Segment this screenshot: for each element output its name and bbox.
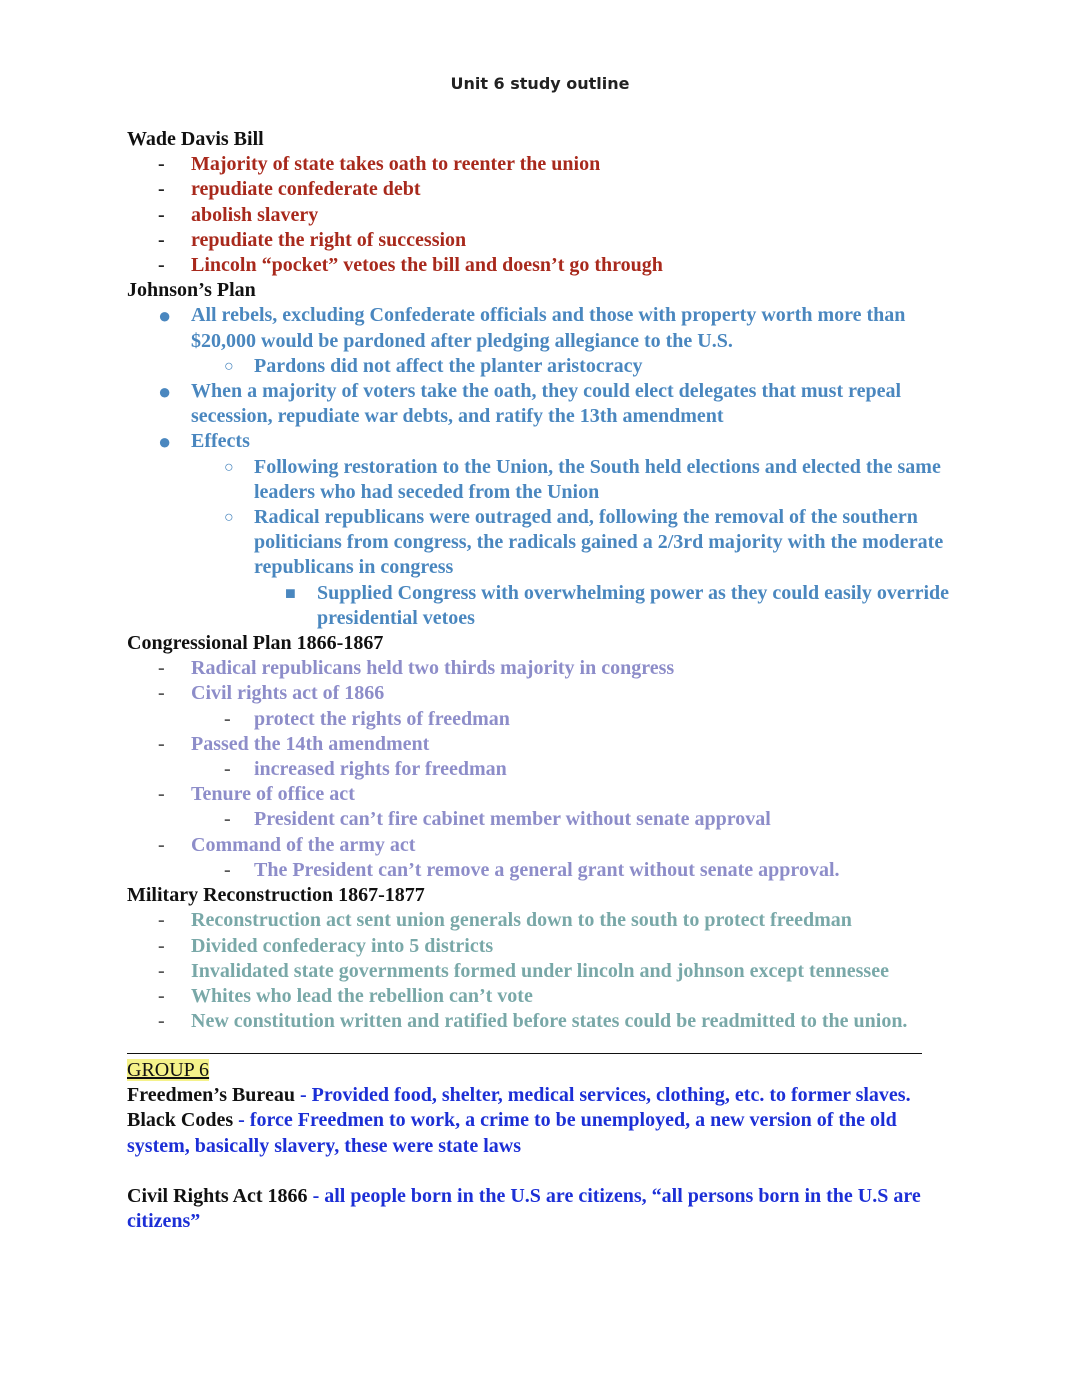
dash-marker: - xyxy=(158,203,165,226)
list-item-text: Majority of state takes oath to reenter the union xyxy=(191,153,601,176)
definition-term: Civil Rights Act 1866 xyxy=(127,1184,308,1207)
list-item xyxy=(127,581,957,631)
definition-entry xyxy=(127,1083,947,1108)
list-item xyxy=(127,505,957,581)
dash-marker: - xyxy=(224,808,231,831)
dash-marker: - xyxy=(158,984,165,1007)
definition-entry xyxy=(127,1108,947,1158)
list-item-text: Lincoln “pocket” vetoes the bill and doesn’t go through xyxy=(191,254,663,277)
list-item-text: Civil rights act of 1866 xyxy=(191,682,385,705)
list-item xyxy=(127,858,957,883)
list-item xyxy=(127,984,957,1009)
dash-marker: - xyxy=(158,228,165,251)
list-item-text: Radical republicans held two thirds majority in congress xyxy=(191,657,675,680)
dash-marker: - xyxy=(158,934,165,957)
document-title: Unit 6 study outline xyxy=(450,74,630,93)
list-item xyxy=(127,833,957,858)
dash-marker: - xyxy=(224,858,231,881)
list-item-text: Pardons did not affect the planter aristocracy xyxy=(254,354,643,377)
list-item xyxy=(127,152,957,177)
list-item xyxy=(127,908,957,933)
section-heading-congressional: Congressional Plan 1866-1867 xyxy=(127,632,384,655)
dash-marker: - xyxy=(158,254,165,277)
list-item xyxy=(127,681,957,706)
list-item-text: increased rights for freedman xyxy=(254,758,507,781)
dash-marker: - xyxy=(158,153,165,176)
list-item-text: abolish slavery xyxy=(191,203,319,226)
list-item-text: When a majority of voters take the oath, they could elect delegates that must repeal secession, repudiate war debts, and ratify the 13th amendment xyxy=(191,380,902,428)
group-section xyxy=(127,1058,947,1234)
list-item-text: Effects xyxy=(191,430,250,453)
section-heading-johnson: Johnson’s Plan xyxy=(127,279,256,302)
section-heading-wade-davis: Wade Davis Bill xyxy=(127,128,264,150)
bullet-marker: ● xyxy=(158,303,172,329)
list-item xyxy=(127,429,957,454)
list-item xyxy=(127,379,957,429)
list-item-text: Whites who lead the rebellion can’t vote xyxy=(191,984,533,1007)
list-item-text: Reconstruction act sent union generals down to the south to protect freedman xyxy=(191,909,852,932)
definition-text: Provided food, shelter, medical services, clothing, etc. to former slaves. xyxy=(311,1084,911,1107)
list-item-text: repudiate the right of succession xyxy=(191,228,467,251)
list-item xyxy=(127,757,957,782)
definition-entry xyxy=(127,1184,947,1234)
dash-marker: - xyxy=(158,732,165,755)
definition-term: Freedmen’s Bureau xyxy=(127,1084,295,1107)
blank-line xyxy=(127,1159,947,1184)
definition-separator: - xyxy=(307,1184,325,1207)
list-item-text: Command of the army act xyxy=(191,833,416,856)
dash-marker: - xyxy=(224,758,231,781)
list-item xyxy=(127,707,957,732)
outline-body xyxy=(127,127,957,1034)
dash-marker: - xyxy=(158,959,165,982)
definition-separator: - xyxy=(294,1084,312,1107)
circle-marker: ○ xyxy=(224,357,234,375)
list-item xyxy=(127,354,957,379)
list-item xyxy=(127,1009,957,1034)
list-item-text: Radical republicans were outraged and, following the removal of the southern politicians from congress, the radicals gained a 2/3rd majority with the moderate republicans in congress xyxy=(254,506,944,579)
list-item xyxy=(127,782,957,807)
list-item xyxy=(127,656,957,681)
list-item-text: repudiate confederate debt xyxy=(191,178,421,201)
dash-marker: - xyxy=(158,783,165,806)
definition-separator: - xyxy=(233,1109,250,1132)
definition-text: all people born in the U.S are citizens, “all persons born in the U.S are citizens” xyxy=(127,1184,921,1233)
dash-marker: - xyxy=(158,833,165,856)
dash-marker: - xyxy=(158,909,165,932)
dash-marker: - xyxy=(158,178,165,201)
definition-text: force Freedmen to work, a crime to be unemployed, a new version of the old system, basically slavery, these were state laws xyxy=(127,1109,897,1157)
dash-marker: - xyxy=(224,707,231,730)
bullet-marker: ● xyxy=(158,429,172,455)
list-item xyxy=(127,455,957,505)
bullet-marker: ● xyxy=(158,379,172,405)
group-label-row xyxy=(127,1058,947,1083)
list-item xyxy=(127,177,957,202)
list-item xyxy=(127,228,957,253)
list-item-text: New constitution written and ratified before states could be readmitted to the union. xyxy=(191,1010,908,1033)
dash-marker: - xyxy=(158,657,165,680)
list-item-text: The President can’t remove a general grant without senate approval. xyxy=(254,858,840,881)
section-heading-military: Military Reconstruction 1867-1877 xyxy=(127,884,425,907)
group-label: GROUP 6 xyxy=(127,1059,210,1081)
list-item xyxy=(127,253,957,278)
list-item-text: President can’t fire cabinet member without senate approval xyxy=(254,808,771,831)
list-item xyxy=(127,959,957,984)
list-item xyxy=(127,303,957,353)
list-item-text: Following restoration to the Union, the South held elections and elected the same leaders who had seceded from the Union xyxy=(254,455,941,503)
definition-term: Black Codes xyxy=(127,1109,234,1132)
list-item xyxy=(127,732,957,757)
list-item-text: Divided confederacy into 5 districts xyxy=(191,934,494,957)
list-item xyxy=(127,934,957,959)
circle-marker: ○ xyxy=(224,458,234,476)
list-item xyxy=(127,203,957,228)
horizontal-divider xyxy=(127,1053,922,1054)
circle-marker: ○ xyxy=(224,509,234,527)
list-item-text: Supplied Congress with overwhelming power as they could easily override presidential vetoes xyxy=(317,581,950,629)
dash-marker: - xyxy=(158,1010,165,1033)
list-item-text: protect the rights of freedman xyxy=(254,707,510,730)
list-item-text: Tenure of office act xyxy=(191,783,355,806)
list-item-text: Invalidated state governments formed under lincoln and johnson except tennessee xyxy=(191,959,889,982)
list-item xyxy=(127,807,957,832)
dash-marker: - xyxy=(158,682,165,705)
square-marker: ■ xyxy=(285,582,296,603)
list-item-text: All rebels, excluding Confederate officials and those with property worth more than $20,000 would be pardoned after pledging allegiance to the U.S. xyxy=(191,304,906,352)
list-item-text: Passed the 14th amendment xyxy=(191,732,430,755)
